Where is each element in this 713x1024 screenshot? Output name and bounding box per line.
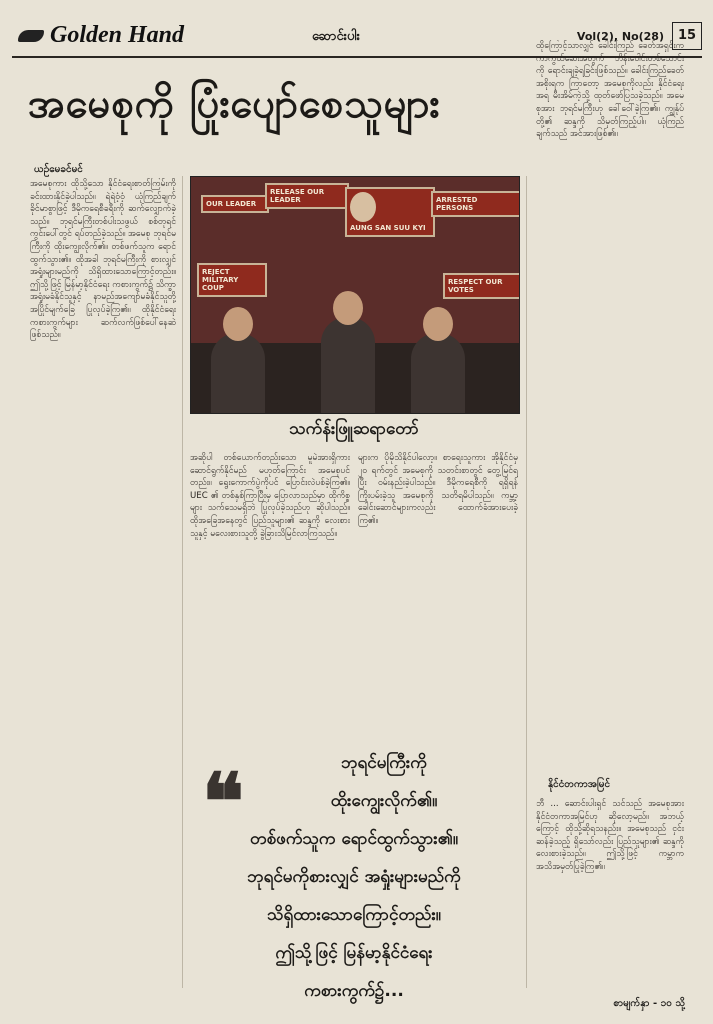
continued-label: စာမျက်နှာ - ၁၀ သို့	[613, 998, 685, 1009]
article-headline: အမေစုကို ပြုံးပျော်စေသူများ	[28, 81, 441, 127]
column-divider	[182, 176, 183, 988]
hand-icon	[18, 30, 44, 42]
article-column-4: ထိုကြောင့်သာလျှင် ခေါင်းကြည် ခေတ်အရှင်းက ကာကွယ်ဆေးအတွက် ဘိန်းပေါင်းတစ်သောင်းကို ရောင်းချခဲ့ရခြင်းဖြစ်သည်။ ခေါင်းကြည်ခေတ်အစိုးရက ကြာတော့ အမေစုကိုလည်း နိုင်ငံရေးအရ မီးအိမ်ကဲ့သို့ ထုတ်ဖော်ပြသခဲ့သည်။ အမေစုအား ဘုရင်မကြီးဟု ခေါ်ဝေါ်ခဲ့ကြ၏။ ကျွန်ုပ်တို့၏ ဆန္ဒကို သိမှတ်ကြည့်ပါ။ ယုံကြည်ချက်သည် အင်အားဖြစ်၏။	[536, 41, 684, 140]
protest-sign: RELEASE OUR LEADER	[265, 183, 349, 209]
pull-quote: ❝ ဘုရင်မကြီးကို ထိုးကျွေးလိုက်၏။ တစ်ဖက်သူက ရောင်ထွက်သွား၏။ ဘုရင်မကိုစားလျှင် အရှုံးများမည်ကို သိရှိထားသောကြောင့်တည်း။ ဤသို့ဖြင့် မြန်မာ့နိုင်ငံရေး ကစားကွက်၌...	[202, 753, 461, 1001]
byline: ယဉ်မေခင်မင်	[34, 164, 83, 175]
author-name: သက်န်းဖြူဆရာတော်	[289, 419, 419, 439]
protest-sign: ARRESTED PERSONS	[431, 191, 520, 217]
protest-sign: AUNG SAN SUU KYI	[345, 187, 435, 237]
logo: Golden Hand	[18, 22, 184, 49]
article-column-5: ဘီ ... ဆောင်းပါးရှင် သင်သည် အမေစုအား နိုင်ငံတကာအမြင်ဟု ဆိုလော့မည်။ အဘယ့်ကြောင့် ထိုသို့ဆိုရသနည်း။ အမေစုသည် ငှင်းဆန်ခဲ့သည့် ရှိသော်လည်း ပြည်သူများ၏ ဆန္ဒကို လေးစားခဲ့သည်။ ဤသို့ဖြင့် ကမ္ဘာက အသိအမှတ်ပြုခဲ့ကြ၏။	[536, 799, 684, 872]
article-column-3: များက ပိုမိုသိနိုင်ပါလော့။ စာရေးသူကား အိုနိုင်ငံမှ ၂၀ ရက်တွင် အမေစုကို သတင်းစာတွင် တွေ့မြင်ရပြီး ဝမ်းနည်းခဲ့ပါသည်။ ဒီမိုကရေစီကို ရရှိရန် ကြိုးပမ်းခဲ့သူ အမေစုကို သတိရမိပါသည်။ ကမ္ဘာ့ ခေါင်းဆောင်များကလည်း ထောက်ခံအားပေးခဲ့ကြ၏။	[358, 453, 518, 526]
issue-label: Vol(2), No(28)	[576, 30, 664, 43]
protest-sign: REJECT MILITARY COUP	[197, 263, 267, 297]
column-divider	[526, 176, 527, 988]
column-label: ဆောင်းပါး	[312, 29, 360, 44]
protest-sign: OUR LEADER	[201, 195, 269, 213]
article-column-1: အမေစုကား ထိုသို့သော နိုင်ငံရေးစာတ်ကြမ်းကို ခင်းထားနိုင်ခဲ့ပါသည်။ ရဲရဲဝံ့ဝံ့ ယုံကြည်ချက်ခိုင်မာစွာဖြင့် ဒီမိုကရေစီခရီးကို ဆက်လျှောက်ခဲ့သည်။ ဘုရင်မကြီးတစ်ပါးသဖွယ် စစ်တုရင်ကွင်းပေါ်တွင် ရပ်တည်ခဲ့သည်။ အမေစု ဘုရင်မကြီးကို ထိုးကျွေးလိုက်၏။ တစ်ဖက်သူက ရောင်ထွက်သွား၏။ ထိုအခါ ဘုရင်မကြီးကို စားလျှင် အရှုံးများမည်ကို သိရှိထားသောကြောင့်တည်း။ ဤသို့ဖြင့် မြန်မာ့နိုင်ငံရေး ကစားကွက်၌ သိက္ခာအရှုံးမခံနိုင်သူနှင့် နာမည်အကျော်မခံနိုင်သူတို့ အပြိုင်မျက်ခြေ ပြုလုပ်ခဲ့ကြ၏။ ထိုနိုင်ငံရေးကစားကွက်များ ဆက်လက်ဖြစ်ပေါ်နေဆဲဖြစ်သည်။	[30, 179, 176, 341]
quote-mark-icon: ❝	[202, 757, 244, 848]
protester	[211, 333, 265, 413]
protester	[411, 333, 465, 413]
page-number: 15	[672, 22, 702, 50]
article-column-2: အဆိုပါ တစ်ယောက်တည်းသော မူမဲအားရှိကား ဆောင်ရွက်နိုင်မည် မဟုတ်ကြောင်း အမေစုပင် တည်း။ ရွေးကောက်ပွဲကိုပင် ပြောင်းလဲပစ်ခဲ့ကြ၏။ UEC ၏ တစ်နှစ်ကြာပြီးမှ ပြောလာသည်မှာ ထိုကိစ္စများ သက်သေမရှိဘဲ ပြုလုပ်ခဲ့သည်ဟု ဆိုပါသည်။ ထိုအခြေအနေတွင် ပြည်သူများ၏ ဆန္ဒကို လေးစားသူနှင့် မလေးစားသူတို့ ခွဲခြားသိမြင်လာကြသည်။	[190, 453, 350, 539]
protester	[321, 317, 375, 413]
protest-photo	[190, 176, 520, 414]
protest-sign: RESPECT OUR VOTES	[443, 273, 520, 299]
section-subhead: နိုင်ငံတကာအမြင်	[548, 779, 611, 790]
